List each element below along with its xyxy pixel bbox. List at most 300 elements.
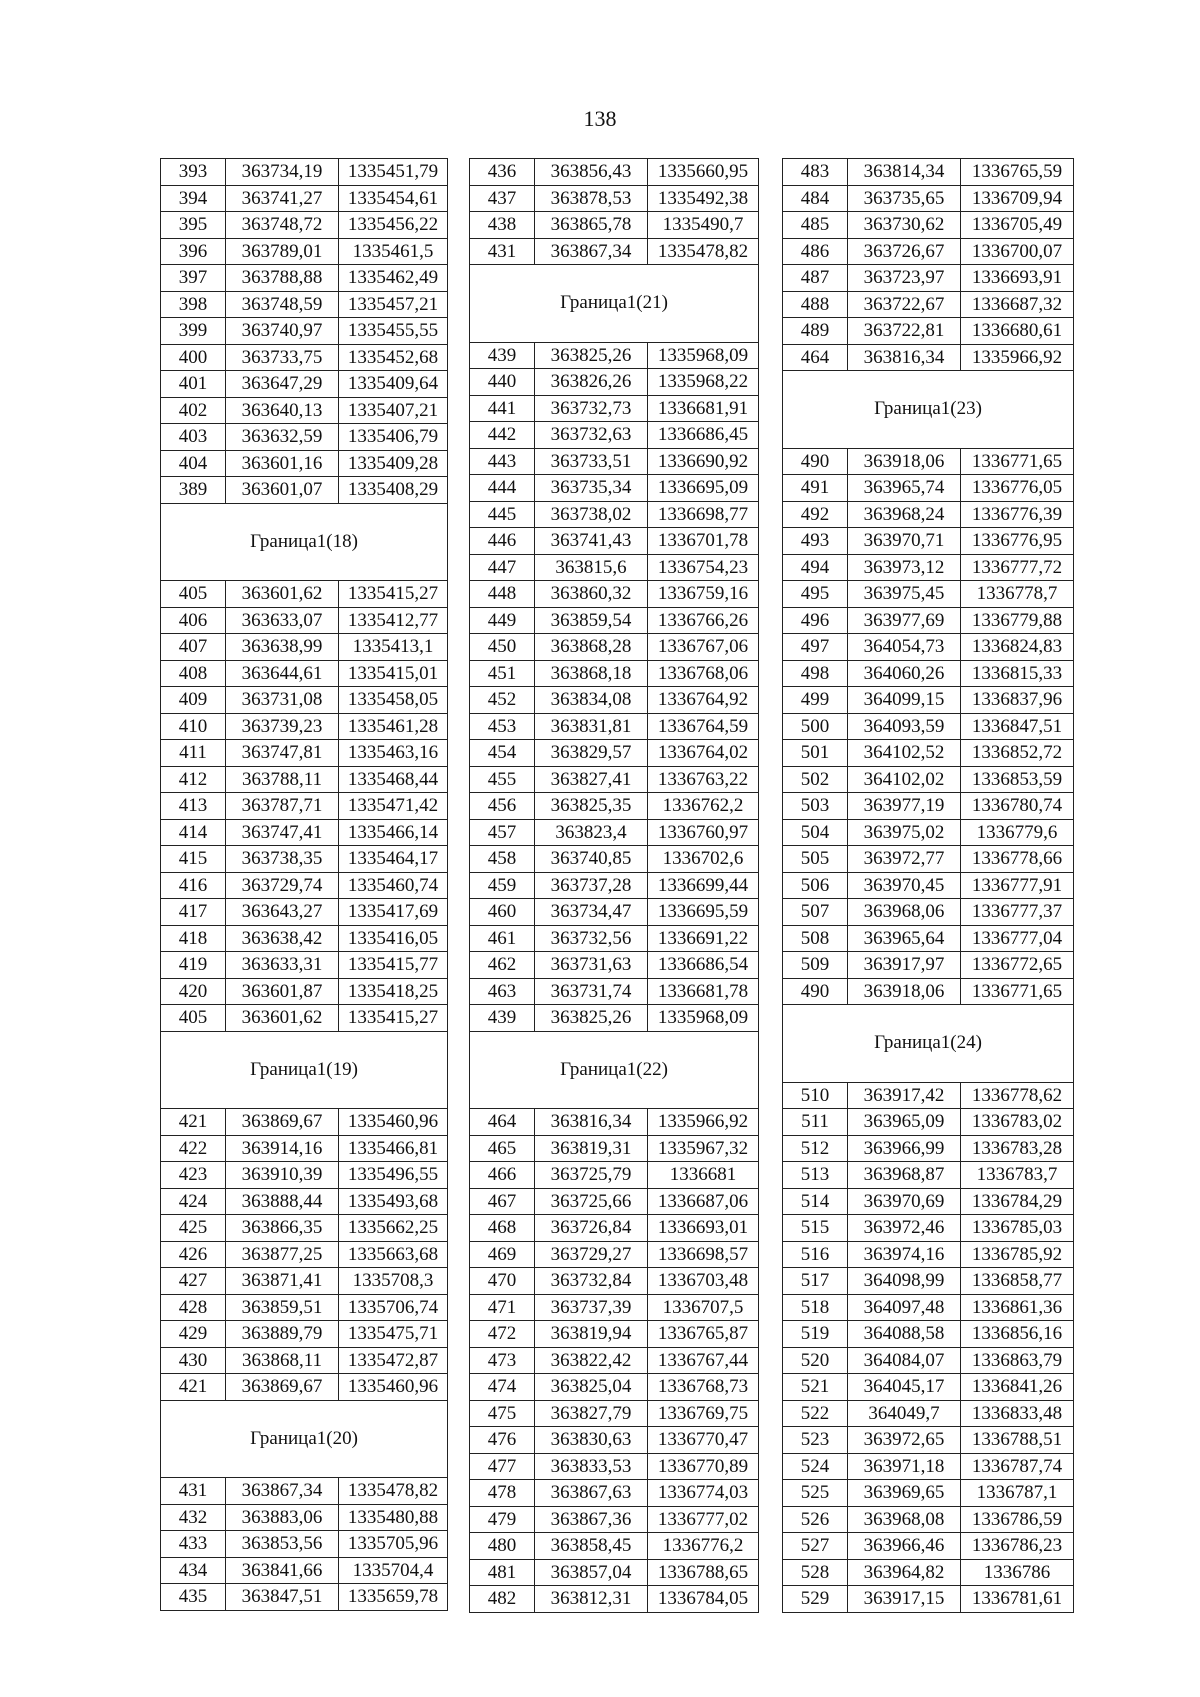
- coordinate-y: 1336699,44: [647, 873, 758, 899]
- coordinate-x: 363725,66: [534, 1189, 647, 1215]
- coordinate-y: 1335478,82: [338, 1478, 447, 1504]
- table-row: [161, 477, 447, 504]
- coordinate-y: 1336781,61: [960, 1586, 1073, 1612]
- point-number: 441: [487, 397, 517, 419]
- point-number: 521: [800, 1376, 830, 1397]
- coordinate-x: 364099,15: [847, 687, 960, 713]
- coordinate-y: 1336833,48: [960, 1401, 1073, 1427]
- coordinate-x: 363918,06: [847, 979, 960, 1005]
- coordinate-x: 363856,43: [534, 159, 647, 185]
- table-row: [161, 1295, 447, 1322]
- coordinate-x: 363883,06: [225, 1505, 338, 1531]
- coordinate-x: 364098,99: [847, 1268, 960, 1294]
- coordinate-x: 363865,78: [534, 212, 647, 238]
- coordinate-x: 364060,26: [847, 661, 960, 687]
- table-row: [783, 449, 1073, 476]
- point-number: 479: [487, 1508, 517, 1530]
- point-number: 448: [487, 583, 517, 604]
- point-number: 520: [800, 1349, 830, 1371]
- coordinate-y: 1336786,23: [960, 1533, 1073, 1559]
- coordinate-x: 363638,99: [225, 634, 338, 660]
- coordinate-x: 363723,97: [847, 265, 960, 291]
- coordinate-y: 1335455,55: [338, 318, 447, 344]
- coordinate-y: 1336778,62: [960, 1083, 1073, 1109]
- point-number: 527: [800, 1535, 830, 1556]
- coordinate-x: 363748,59: [225, 292, 338, 318]
- coordinate-x: 363734,47: [534, 899, 647, 925]
- point-number: 507: [800, 901, 830, 922]
- point-number: 488: [800, 293, 830, 315]
- point-number: 396: [178, 240, 208, 262]
- table-row: [161, 952, 447, 979]
- coordinate-y: 1336788,65: [647, 1560, 758, 1586]
- point-number: 464: [487, 1111, 517, 1132]
- point-number: 449: [487, 609, 517, 631]
- coordinate-x: 363868,28: [534, 634, 647, 660]
- coordinate-y: 1336767,44: [647, 1348, 758, 1374]
- coordinate-y: 1336768,06: [647, 661, 758, 687]
- point-number: 470: [487, 1270, 517, 1291]
- coordinate-x: 363868,18: [534, 661, 647, 687]
- coordinate-y: 1335968,09: [647, 1005, 758, 1031]
- table-row: [783, 608, 1073, 635]
- coordinate-y: 1336784,05: [647, 1586, 758, 1612]
- coordinate-x: 363867,63: [534, 1480, 647, 1506]
- table-row: [470, 186, 758, 213]
- table-row: [783, 212, 1073, 239]
- coordinate-y: 1336772,65: [960, 952, 1073, 978]
- point-number: 526: [800, 1508, 830, 1530]
- point-number: 462: [487, 954, 517, 975]
- point-number: 439: [487, 344, 517, 366]
- point-number: 490: [800, 980, 830, 1002]
- table-row: [161, 1242, 447, 1269]
- coordinate-x: 363859,51: [225, 1295, 338, 1321]
- coordinate-x: 363969,65: [847, 1480, 960, 1506]
- table-row: [470, 555, 758, 582]
- boundary-caption: Граница1(22): [470, 1032, 758, 1110]
- point-number: 425: [178, 1217, 208, 1238]
- point-number: 410: [178, 715, 208, 737]
- point-number: 477: [487, 1455, 517, 1477]
- table-row: [161, 1505, 447, 1532]
- table-row: [161, 1268, 447, 1295]
- coordinate-x: 363789,01: [225, 239, 338, 265]
- table-row: [783, 1454, 1073, 1481]
- table-row: [161, 1584, 447, 1610]
- point-number: 428: [178, 1296, 208, 1318]
- point-number: 401: [178, 373, 208, 394]
- point-number: 418: [178, 927, 208, 949]
- table-row: [470, 687, 758, 714]
- point-number: 421: [178, 1376, 208, 1397]
- table-row: [470, 873, 758, 900]
- coordinate-x: 363917,42: [847, 1083, 960, 1109]
- table-row: [470, 793, 758, 820]
- table-row: [783, 634, 1073, 661]
- point-number: 411: [179, 742, 207, 763]
- coordinate-x: 363735,34: [534, 475, 647, 501]
- table-row: [783, 714, 1073, 741]
- coordinate-y: 1335415,27: [338, 1005, 447, 1031]
- point-number: 403: [178, 426, 208, 447]
- coordinate-x: 363965,64: [847, 926, 960, 952]
- point-number: 481: [487, 1561, 517, 1583]
- table-row: [783, 1215, 1073, 1242]
- coordinate-x: 363970,45: [847, 873, 960, 899]
- coordinate-y: 1335662,25: [338, 1215, 447, 1241]
- table-row: [470, 846, 758, 873]
- point-number: 503: [800, 795, 830, 816]
- coordinate-y: 1336777,91: [960, 873, 1073, 899]
- coordinate-x: 363867,34: [225, 1478, 338, 1504]
- point-number: 431: [487, 240, 517, 262]
- coordinate-x: 364049,7: [847, 1401, 960, 1427]
- table-row: [161, 608, 447, 635]
- table-row: [783, 239, 1073, 266]
- coordinate-x: 363722,81: [847, 318, 960, 344]
- point-number: 463: [487, 980, 517, 1002]
- table-row: [161, 661, 447, 688]
- table-row: [470, 528, 758, 555]
- table-row: [783, 661, 1073, 688]
- coordinate-x: 363738,35: [225, 846, 338, 872]
- table-row: [470, 1242, 758, 1269]
- table-row: [470, 1374, 758, 1401]
- coordinate-x: 363643,27: [225, 899, 338, 925]
- point-number: 440: [487, 371, 517, 392]
- coordinate-y: 1335480,88: [338, 1505, 447, 1531]
- coordinate-y: 1336856,16: [960, 1321, 1073, 1347]
- point-number: 437: [487, 187, 517, 209]
- table-row: [783, 318, 1073, 345]
- coordinate-x: 363860,32: [534, 581, 647, 607]
- coordinate-y: 1336705,49: [960, 212, 1073, 238]
- table-row: [783, 292, 1073, 319]
- coordinate-x: 363734,19: [225, 159, 338, 185]
- point-number: 400: [178, 346, 208, 368]
- point-number: 453: [487, 715, 517, 737]
- table-row: [470, 661, 758, 688]
- point-number: 473: [487, 1349, 517, 1371]
- coordinate-y: 1335493,68: [338, 1189, 447, 1215]
- table-row: [161, 634, 447, 661]
- coordinate-y: 1336681,91: [647, 396, 758, 422]
- coordinate-x: 363787,71: [225, 793, 338, 819]
- coordinate-y: 1335452,68: [338, 345, 447, 371]
- table-row: [783, 687, 1073, 714]
- table-row: [470, 1507, 758, 1534]
- coordinate-x: 363726,67: [847, 239, 960, 265]
- coordinate-x: 363869,67: [225, 1109, 338, 1135]
- coordinate-y: 1336861,36: [960, 1295, 1073, 1321]
- coordinate-y: 1336863,79: [960, 1348, 1073, 1374]
- table-row: [470, 1295, 758, 1322]
- point-number: 389: [178, 479, 208, 500]
- coordinate-y: 1336763,22: [647, 767, 758, 793]
- coordinate-y: 1336680,61: [960, 318, 1073, 344]
- coordinate-x: 363826,26: [534, 369, 647, 395]
- table-row: [161, 1189, 447, 1216]
- coordinate-y: 1336764,59: [647, 714, 758, 740]
- table-row: [161, 159, 447, 186]
- coordinate-x: 363829,57: [534, 740, 647, 766]
- coordinate-x: 363868,11: [225, 1348, 338, 1374]
- table-row: [470, 1005, 758, 1032]
- point-number: 413: [178, 795, 208, 816]
- coordinate-x: 363633,31: [225, 952, 338, 978]
- coordinate-y: 1336703,48: [647, 1268, 758, 1294]
- point-number: 466: [487, 1164, 517, 1185]
- coordinate-x: 363918,06: [847, 449, 960, 475]
- point-number: 508: [800, 927, 830, 949]
- point-number: 482: [487, 1588, 517, 1609]
- point-number: 506: [800, 874, 830, 896]
- point-number: 491: [800, 477, 830, 498]
- coordinate-y: 1336698,57: [647, 1242, 758, 1268]
- table-row: [161, 1558, 447, 1585]
- boundary-caption: Граница1(24): [783, 1005, 1073, 1083]
- point-number: 424: [178, 1190, 208, 1212]
- table-row: [470, 608, 758, 635]
- point-number: 483: [800, 161, 830, 182]
- coordinate-x: 363725,79: [534, 1162, 647, 1188]
- point-number: 471: [487, 1296, 517, 1318]
- coordinate-y: 1336691,22: [647, 926, 758, 952]
- coordinate-y: 1336786,59: [960, 1507, 1073, 1533]
- coordinate-y: 1336787,74: [960, 1454, 1073, 1480]
- point-number: 460: [487, 901, 517, 922]
- point-number: 524: [800, 1455, 830, 1477]
- table-row: [161, 926, 447, 953]
- coordinate-x: 363968,06: [847, 899, 960, 925]
- coordinate-x: 363747,41: [225, 820, 338, 846]
- point-number: 447: [487, 556, 517, 578]
- coordinate-x: 363975,02: [847, 820, 960, 846]
- point-number: 476: [487, 1429, 517, 1450]
- coordinate-y: 1335660,95: [647, 159, 758, 185]
- coordinate-y: 1335418,25: [338, 979, 447, 1005]
- point-number: 442: [487, 424, 517, 445]
- coordinate-x: 363825,26: [534, 1005, 647, 1031]
- coordinate-y: 1336768,73: [647, 1374, 758, 1400]
- coordinate-x: 363732,63: [534, 422, 647, 448]
- coordinate-y: 1336778,7: [960, 581, 1073, 607]
- coordinate-y: 1335478,82: [647, 239, 758, 265]
- table-row: [470, 1454, 758, 1481]
- coordinate-x: 363888,44: [225, 1189, 338, 1215]
- point-number: 395: [178, 214, 208, 235]
- coordinate-x: 363968,87: [847, 1162, 960, 1188]
- point-number: 494: [800, 556, 830, 578]
- point-number: 523: [800, 1429, 830, 1450]
- table-row: [161, 1005, 447, 1032]
- coordinate-y: 1336785,03: [960, 1215, 1073, 1241]
- coordinate-y: 1336776,05: [960, 475, 1073, 501]
- point-number: 397: [178, 267, 208, 288]
- point-number: 509: [800, 954, 830, 975]
- coordinate-x: 363819,94: [534, 1321, 647, 1347]
- coordinate-x: 364093,59: [847, 714, 960, 740]
- table-row: [161, 820, 447, 847]
- point-number: 446: [487, 530, 517, 551]
- coordinate-x: 363970,71: [847, 528, 960, 554]
- coordinate-y: 1336777,37: [960, 899, 1073, 925]
- coordinate-y: 1336776,2: [647, 1533, 758, 1559]
- coordinate-y: 1335663,68: [338, 1242, 447, 1268]
- coordinate-x: 363866,35: [225, 1215, 338, 1241]
- coordinate-x: 364088,58: [847, 1321, 960, 1347]
- coordinate-y: 1336686,45: [647, 422, 758, 448]
- coordinate-x: 363737,28: [534, 873, 647, 899]
- coordinate-x: 363733,51: [534, 449, 647, 475]
- coordinate-y: 1336778,66: [960, 846, 1073, 872]
- point-number: 489: [800, 320, 830, 341]
- point-number: 405: [178, 583, 208, 604]
- table-row: [783, 1401, 1073, 1428]
- coordinate-y: 1336779,6: [960, 820, 1073, 846]
- coordinate-y: 1335490,7: [647, 212, 758, 238]
- point-number: 426: [178, 1243, 208, 1265]
- coordinate-x: 363731,74: [534, 979, 647, 1005]
- coordinates-table-column-1: [160, 158, 448, 1611]
- coordinate-x: 363601,62: [225, 1005, 338, 1031]
- table-row: [783, 581, 1073, 608]
- table-row: [783, 1348, 1073, 1375]
- coordinate-x: 363964,82: [847, 1560, 960, 1586]
- point-number: 408: [178, 662, 208, 684]
- coordinate-y: 1336686,54: [647, 952, 758, 978]
- coordinate-x: 363632,59: [225, 424, 338, 450]
- point-number: 433: [178, 1533, 208, 1554]
- table-row: [783, 899, 1073, 926]
- point-number: 468: [487, 1217, 517, 1238]
- coordinate-x: 363968,24: [847, 502, 960, 528]
- coordinate-y: 1336837,96: [960, 687, 1073, 713]
- table-row: [161, 767, 447, 794]
- coordinate-y: 1335463,16: [338, 740, 447, 766]
- coordinate-y: 1336766,26: [647, 608, 758, 634]
- point-number: 480: [487, 1535, 517, 1556]
- point-number: 495: [800, 583, 830, 604]
- table-row: [783, 475, 1073, 502]
- table-row: [783, 265, 1073, 292]
- table-row: [161, 846, 447, 873]
- table-row: [161, 1162, 447, 1189]
- table-row: [470, 1348, 758, 1375]
- coordinate-y: 1335417,69: [338, 899, 447, 925]
- point-number: 438: [487, 214, 517, 235]
- point-number: 430: [178, 1349, 208, 1371]
- table-row: [783, 1109, 1073, 1136]
- coordinate-x: 363732,84: [534, 1268, 647, 1294]
- point-number: 505: [800, 848, 830, 869]
- coordinate-x: 363841,66: [225, 1558, 338, 1584]
- table-row: [161, 239, 447, 266]
- coordinate-x: 363731,63: [534, 952, 647, 978]
- coordinate-y: 1335460,96: [338, 1109, 447, 1135]
- point-number: 500: [800, 715, 830, 737]
- point-number: 439: [487, 1007, 517, 1028]
- coordinate-y: 1336771,65: [960, 449, 1073, 475]
- coordinate-x: 363869,67: [225, 1374, 338, 1400]
- coordinate-x: 363871,41: [225, 1268, 338, 1294]
- coordinate-y: 1335451,79: [338, 159, 447, 185]
- table-row: [783, 820, 1073, 847]
- coordinate-y: 1335415,77: [338, 952, 447, 978]
- point-number: 486: [800, 240, 830, 262]
- coordinate-y: 1335409,64: [338, 371, 447, 397]
- coordinate-y: 1335966,92: [647, 1109, 758, 1135]
- coordinate-y: 1336687,32: [960, 292, 1073, 318]
- coordinate-x: 363788,11: [225, 767, 338, 793]
- point-number: 399: [178, 320, 208, 341]
- coordinate-y: 1336852,72: [960, 740, 1073, 766]
- point-number: 406: [178, 609, 208, 631]
- point-number: 529: [800, 1588, 830, 1609]
- coordinate-y: 1336681,78: [647, 979, 758, 1005]
- point-number: 464: [800, 346, 830, 368]
- point-number: 423: [178, 1164, 208, 1185]
- coordinate-y: 1336771,65: [960, 979, 1073, 1005]
- coordinate-y: 1335460,96: [338, 1374, 447, 1400]
- point-number: 469: [487, 1243, 517, 1265]
- coordinate-y: 1335456,22: [338, 212, 447, 238]
- boundary-caption: Граница1(20): [161, 1401, 447, 1479]
- coordinate-x: 363972,77: [847, 846, 960, 872]
- coordinate-y: 1335457,21: [338, 292, 447, 318]
- coordinate-y: 1336681: [647, 1162, 758, 1188]
- table-row: [470, 1560, 758, 1587]
- coordinate-y: 1335471,42: [338, 793, 447, 819]
- table-row: [783, 502, 1073, 529]
- point-number: 487: [800, 267, 830, 288]
- coordinate-y: 1336769,75: [647, 1401, 758, 1427]
- table-row: [470, 1533, 758, 1560]
- coordinate-x: 363739,23: [225, 714, 338, 740]
- coordinate-x: 363819,31: [534, 1136, 647, 1162]
- coordinate-y: 1336785,92: [960, 1242, 1073, 1268]
- table-row: [161, 1478, 447, 1505]
- table-row: [783, 1480, 1073, 1507]
- point-number: 478: [487, 1482, 517, 1503]
- coordinate-y: 1336788,51: [960, 1427, 1073, 1453]
- coordinate-y: 1335468,44: [338, 767, 447, 793]
- page-number: 138: [583, 106, 617, 131]
- table-row: [161, 1215, 447, 1242]
- point-number: 497: [800, 636, 830, 657]
- table-row: [783, 952, 1073, 979]
- coordinate-x: 363965,09: [847, 1109, 960, 1135]
- coordinate-x: 363822,42: [534, 1348, 647, 1374]
- table-row: [783, 926, 1073, 953]
- point-number: 414: [178, 821, 208, 843]
- coordinate-y: 1335466,81: [338, 1136, 447, 1162]
- table-row: [161, 1348, 447, 1375]
- coordinate-x: 363827,79: [534, 1401, 647, 1427]
- coordinate-x: 363858,45: [534, 1533, 647, 1559]
- point-number: 467: [487, 1190, 517, 1212]
- boundary-caption: Граница1(19): [161, 1032, 447, 1110]
- point-number: 472: [487, 1323, 517, 1344]
- table-row: [783, 1533, 1073, 1560]
- point-number: 452: [487, 689, 517, 710]
- table-row: [783, 528, 1073, 555]
- coordinate-x: 363601,87: [225, 979, 338, 1005]
- point-number: 434: [178, 1559, 208, 1581]
- point-number: 458: [487, 848, 517, 869]
- coordinate-x: 363816,34: [847, 345, 960, 371]
